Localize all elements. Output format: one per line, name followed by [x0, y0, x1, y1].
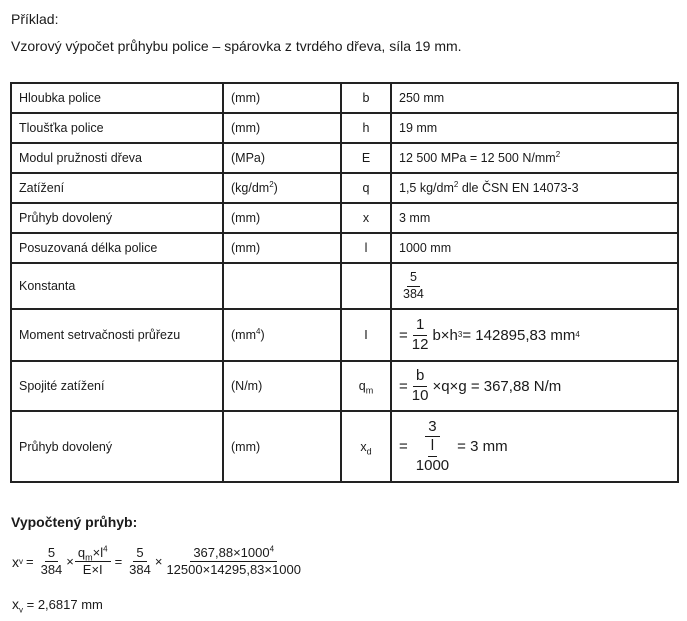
value-standard: dle ČSN EN 14073-3 [458, 181, 579, 195]
numerator-exponent: 4 [269, 544, 275, 554]
parameters-table [10, 82, 679, 483]
example-label: Příklad: [11, 11, 59, 27]
fraction-numerator [190, 546, 277, 562]
param-value: 3 mm [391, 203, 678, 233]
unit-exponent: 4 [256, 326, 261, 336]
param-value [391, 361, 678, 411]
nested-denominator: 1000 [415, 456, 450, 474]
fraction-denominator: 12500×14295,83×1000 [166, 562, 301, 578]
eq-times: × [66, 554, 74, 570]
param-unit [223, 309, 341, 361]
param-unit: (N/m) [223, 361, 341, 411]
formula-result: = 142895,83 mm [462, 326, 576, 344]
fraction-numerator: 3 [425, 419, 439, 438]
fraction-numerator: 5 [133, 546, 146, 562]
eq-variable: x [12, 553, 19, 570]
formula-term: b×h [432, 326, 458, 344]
load-formula [399, 368, 561, 404]
constant-fraction [38, 546, 66, 578]
param-value [391, 263, 678, 309]
deflection-result [12, 596, 103, 615]
formula-fraction [409, 419, 456, 475]
result-heading: Vypočtený průhyb: [11, 514, 138, 530]
param-unit [223, 263, 341, 309]
table-row [11, 361, 678, 411]
param-symbol: l [341, 233, 391, 263]
value-text: 12 500 MPa = 12 500 N/mm [399, 151, 556, 165]
param-symbol: E [341, 143, 391, 173]
eq-times: × [154, 554, 163, 570]
numerator-q: q [77, 545, 86, 560]
constant-fraction [126, 546, 154, 578]
numeric-fraction [163, 546, 303, 578]
table-row [11, 203, 678, 233]
eq-equals: = [114, 554, 123, 570]
symbolic-fraction [75, 546, 111, 578]
param-unit: (mm) [223, 203, 341, 233]
formula-result: ×q×g = 367,88 N/m [432, 377, 562, 395]
symbol-subscript: d [366, 446, 372, 456]
unit-text: (mm [231, 328, 256, 342]
numerator-subscript: m [85, 552, 93, 563]
value-exponent: 2 [453, 179, 459, 189]
param-unit: (MPa) [223, 143, 341, 173]
fraction-numerator [75, 546, 111, 562]
param-name: Spojité zatížení [11, 361, 223, 411]
param-name: Zatížení [11, 173, 223, 203]
param-symbol: I [341, 309, 391, 361]
param-name: Hloubka police [11, 83, 223, 113]
unit-close: ) [260, 328, 265, 342]
param-value: 250 mm [391, 83, 678, 113]
param-value [391, 173, 678, 203]
param-unit [223, 173, 341, 203]
table-row [11, 233, 678, 263]
table-row [11, 411, 678, 482]
eq-equals: = [26, 554, 34, 570]
unit-close: ) [273, 181, 278, 195]
nested-fraction [413, 438, 452, 474]
table-row [11, 309, 678, 361]
fraction-numerator: 5 [45, 546, 58, 562]
param-symbol: q [341, 173, 391, 203]
formula-fraction [409, 317, 432, 353]
result-variable: x [12, 596, 19, 612]
fraction-numerator: 1 [413, 317, 427, 336]
fraction-denominator: 384 [129, 562, 151, 578]
table-row [11, 83, 678, 113]
param-name: Moment setrvačnosti průřezu [11, 309, 223, 361]
symbol-subscript: m [365, 385, 374, 396]
deflection-equation: x v = $\frac{5}{384}$ × $\frac{q_m\times l^4}{E\times I}$ = $\frac{5}{384}$ × $\frac{367,88\times 1000^4}{12500\times 14295,83\times 1000}$ [12, 546, 305, 578]
numerator-value: 367,88×1000 [193, 545, 270, 560]
constant-fraction [400, 271, 427, 302]
param-name: Průhyb dovolený [11, 411, 223, 482]
result-variable-subscript: v [19, 605, 23, 615]
fraction-denominator: E×I [82, 562, 103, 578]
fraction-denominator: 384 [40, 562, 63, 578]
param-unit: (mm) [223, 233, 341, 263]
param-value [391, 411, 678, 482]
unit-exponent: 2 [269, 179, 274, 189]
param-value [391, 309, 678, 361]
fraction-numerator: b [413, 368, 427, 387]
example-description: Vzorový výpočet průhybu police – spárovka z tvrdého dřeva, síla 19 mm. [11, 38, 462, 54]
table-row [11, 263, 678, 309]
param-name: Tloušťka police [11, 113, 223, 143]
param-symbol: b [341, 83, 391, 113]
inertia-formula: = $\frac{1}{12}$ b×h 3 = 142895,83 mm 4 [399, 316, 580, 353]
param-unit: (mm) [223, 83, 341, 113]
param-name: Modul pružnosti dřeva [11, 143, 223, 173]
param-symbol [341, 411, 391, 482]
param-value: 19 mm [391, 113, 678, 143]
value-exponent: 2 [555, 149, 561, 159]
fraction-denominator: 384 [403, 286, 424, 301]
fraction-denominator: 10 [411, 386, 429, 404]
table-row [11, 113, 678, 143]
param-unit: (mm) [223, 411, 341, 482]
formula-equals: = [399, 377, 408, 395]
param-name: Průhyb dovolený [11, 203, 223, 233]
formula-result: = 3 mm [457, 438, 508, 455]
param-value [391, 143, 678, 173]
param-name: Posuzovaná délka police [11, 233, 223, 263]
value-text: 1,5 kg/dm [399, 181, 454, 195]
param-name: Konstanta [11, 263, 223, 309]
formula-equals: = [399, 438, 408, 455]
result-value: = 2,6817 mm [23, 597, 103, 612]
param-symbol: h [341, 113, 391, 143]
param-symbol [341, 263, 391, 309]
unit-text: (kg/dm [231, 181, 270, 195]
table-row [11, 173, 678, 203]
param-unit: (mm) [223, 113, 341, 143]
numerator-exponent: 4 [103, 544, 108, 554]
param-symbol [341, 361, 391, 411]
table-row [11, 143, 678, 173]
fraction-numerator: 5 [407, 271, 420, 287]
nested-numerator: l [428, 438, 437, 457]
symbol-letter: x [360, 439, 367, 454]
fraction-denominator [409, 437, 456, 474]
formula-equals: = [399, 326, 408, 344]
deflection-formula [399, 419, 508, 475]
symbol-letter: q [358, 379, 366, 393]
param-symbol: x [341, 203, 391, 233]
formula-fraction [409, 368, 432, 404]
fraction-denominator: 12 [411, 335, 429, 353]
param-value: 1000 mm [391, 233, 678, 263]
numerator-l: ×l [92, 545, 104, 560]
